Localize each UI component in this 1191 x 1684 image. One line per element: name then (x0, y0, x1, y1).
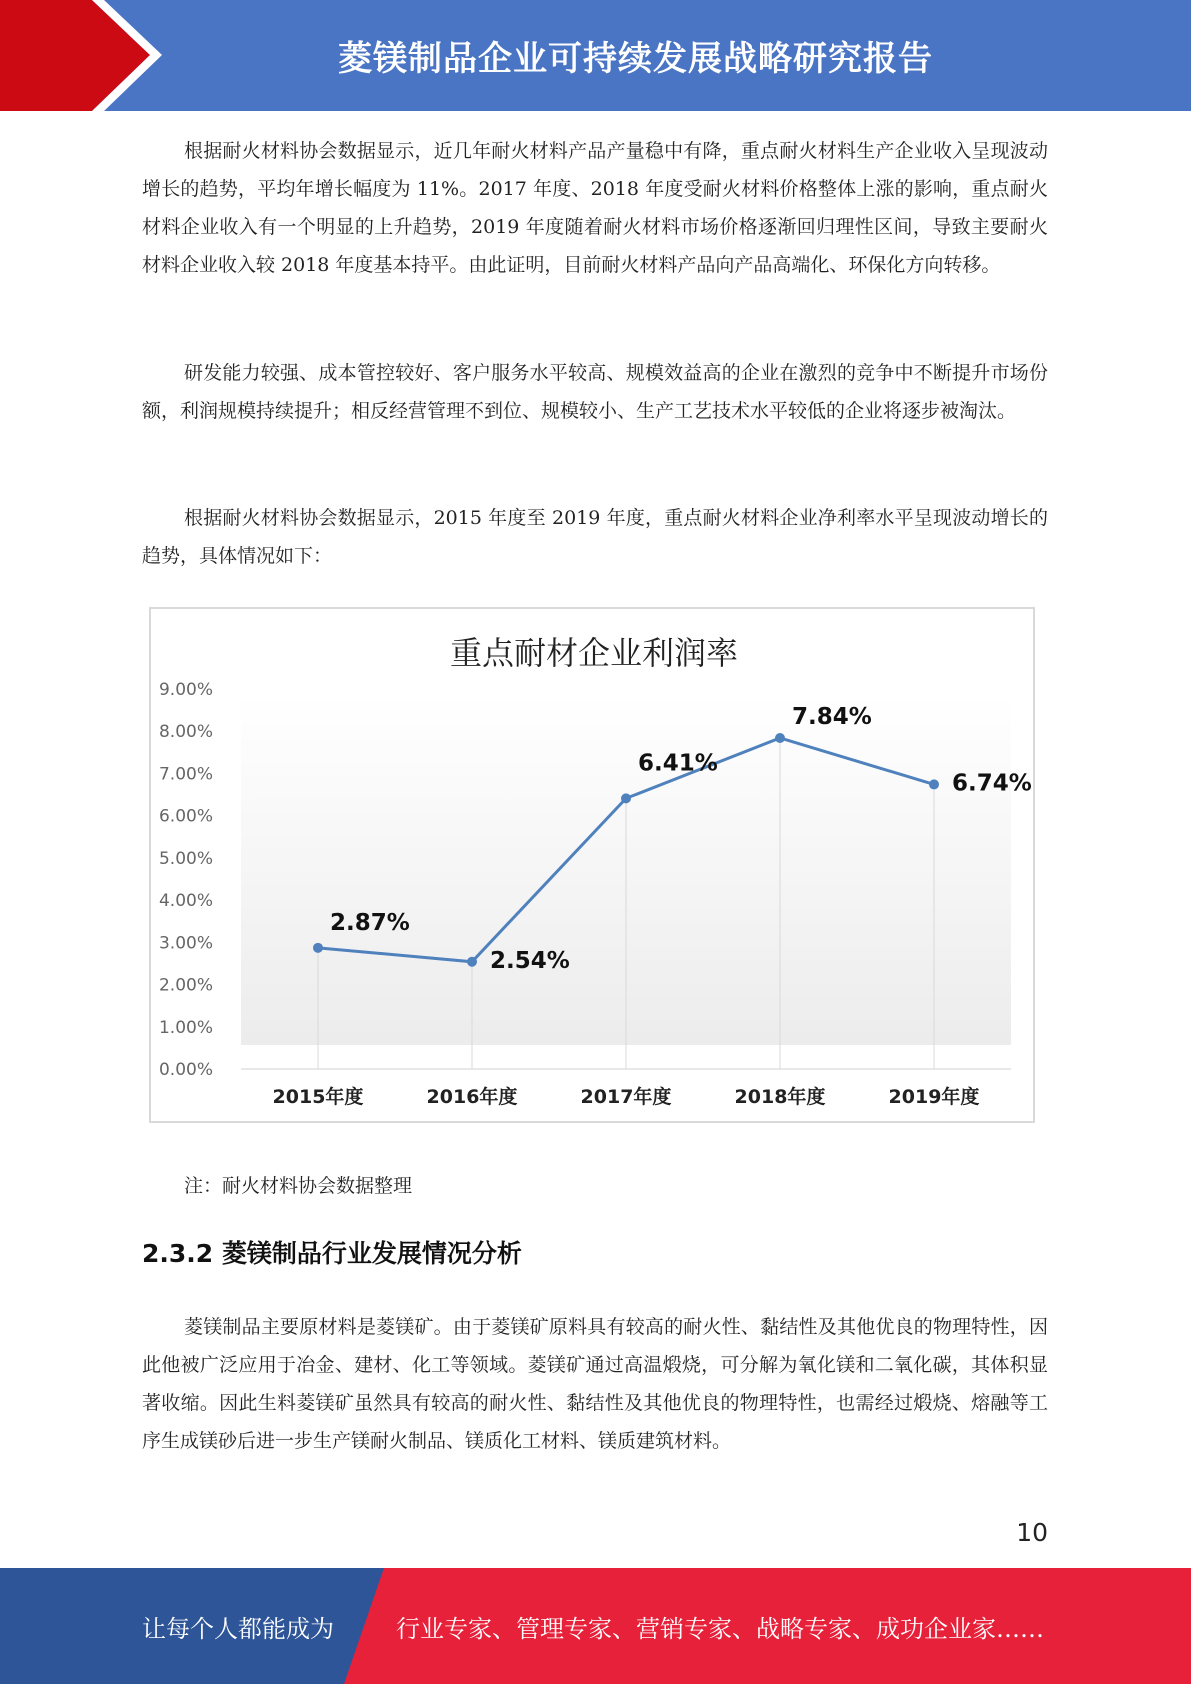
footer-slogan-left: 让每个人都能成为 (142, 1614, 334, 1643)
page-number: 10 (1016, 1518, 1048, 1547)
header-red-arrow (0, 0, 150, 111)
body-paragraph: 根据耐火材料协会数据显示，近几年耐火材料产品产量稳中有降，重点耐火材料生产企业收入呈现波动增长的趋势，平均年增长幅度为 11%。2017 年度、2018 年度受耐火材料价格整体上涨的影响，重点耐火材料企业收入有一个明显的上升趋势，2019 年度随着耐火材料市场价格逐渐回归理性区间，导致主要耐火材料企业收入较 2018 年度基本持平。由此证明，目前耐火材料产品向产品高端化、环保化方向转移。 (142, 140, 1048, 276)
y-tick-label: 7.00% (158, 764, 213, 785)
y-tick-label: 3.00% (158, 933, 213, 954)
x-tick-label: 2019年度 (888, 1086, 980, 1108)
y-tick-label: 1.00% (158, 1017, 213, 1038)
chart-title: 重点耐材企业利润率 (449, 634, 739, 672)
report-title: 菱镁制品企业可持续发展战略研究报告 (338, 39, 933, 79)
data-point (775, 733, 785, 743)
chart-source-note: 注：耐火材料协会数据整理 (184, 1175, 413, 1197)
footer-slogan-right: 行业专家、管理专家、营销专家、战略专家、成功企业家…… (396, 1614, 1044, 1643)
data-point (467, 957, 477, 967)
body-paragraph: 菱镁制品主要原材料是菱镁矿。由于菱镁矿原料具有较高的耐火性、黏结性及其他优良的物理特性，因此他被广泛应用于冶金、建材、化工等领域。菱镁矿通过高温煅烧，可分解为氧化镁和二氧化碳，其体积显著收缩。因此生料菱镁矿虽然具有较高的耐火性、黏结性及其他优良的物理特性，也需经过煅烧、熔融等工序生成镁砂后进一步生产镁耐火制品、镁质化工材料、镁质建筑材料。 (142, 1316, 1048, 1452)
x-tick-label: 2018年度 (734, 1086, 826, 1108)
y-tick-label: 2.00% (158, 975, 213, 996)
profit-rate-chart (149, 607, 1035, 1123)
body-paragraph: 研发能力较强、成本管控较好、客户服务水平较高、规模效益高的企业在激烈的竞争中不断提升市场份额，利润规模持续提升；相反经营管理不到位、规模较小、生产工艺技术水平较低的企业将逐步被淘汰。 (142, 362, 1048, 422)
y-tick-label: 9.00% (158, 680, 213, 700)
chart-canvas (151, 609, 1037, 1125)
section-heading: 2.3.2 菱镁制品行业发展情况分析 (142, 1239, 522, 1268)
data-point (621, 793, 631, 803)
x-tick-label: 2015年度 (272, 1086, 364, 1108)
data-label: 7.84% (792, 703, 872, 730)
y-tick-label: 4.00% (158, 891, 213, 912)
x-tick-label: 2016年度 (426, 1086, 518, 1108)
page-header (0, 0, 1191, 111)
data-label: 6.41% (638, 750, 718, 777)
y-tick-label: 0.00% (158, 1060, 213, 1080)
x-tick-label: 2017年度 (580, 1086, 672, 1108)
y-tick-label: 8.00% (158, 722, 213, 743)
data-point (929, 779, 939, 789)
data-label: 6.74% (952, 770, 1032, 797)
data-label: 2.54% (490, 947, 570, 974)
y-tick-label: 5.00% (158, 848, 213, 869)
data-label: 2.87% (330, 909, 410, 936)
body-paragraph: 根据耐火材料协会数据显示，2015 年度至 2019 年度，重点耐火材料企业净利率水平呈现波动增长的趋势，具体情况如下： (142, 507, 1048, 567)
page-footer (0, 1568, 1191, 1684)
y-tick-label: 6.00% (158, 806, 213, 827)
data-point (313, 943, 323, 953)
